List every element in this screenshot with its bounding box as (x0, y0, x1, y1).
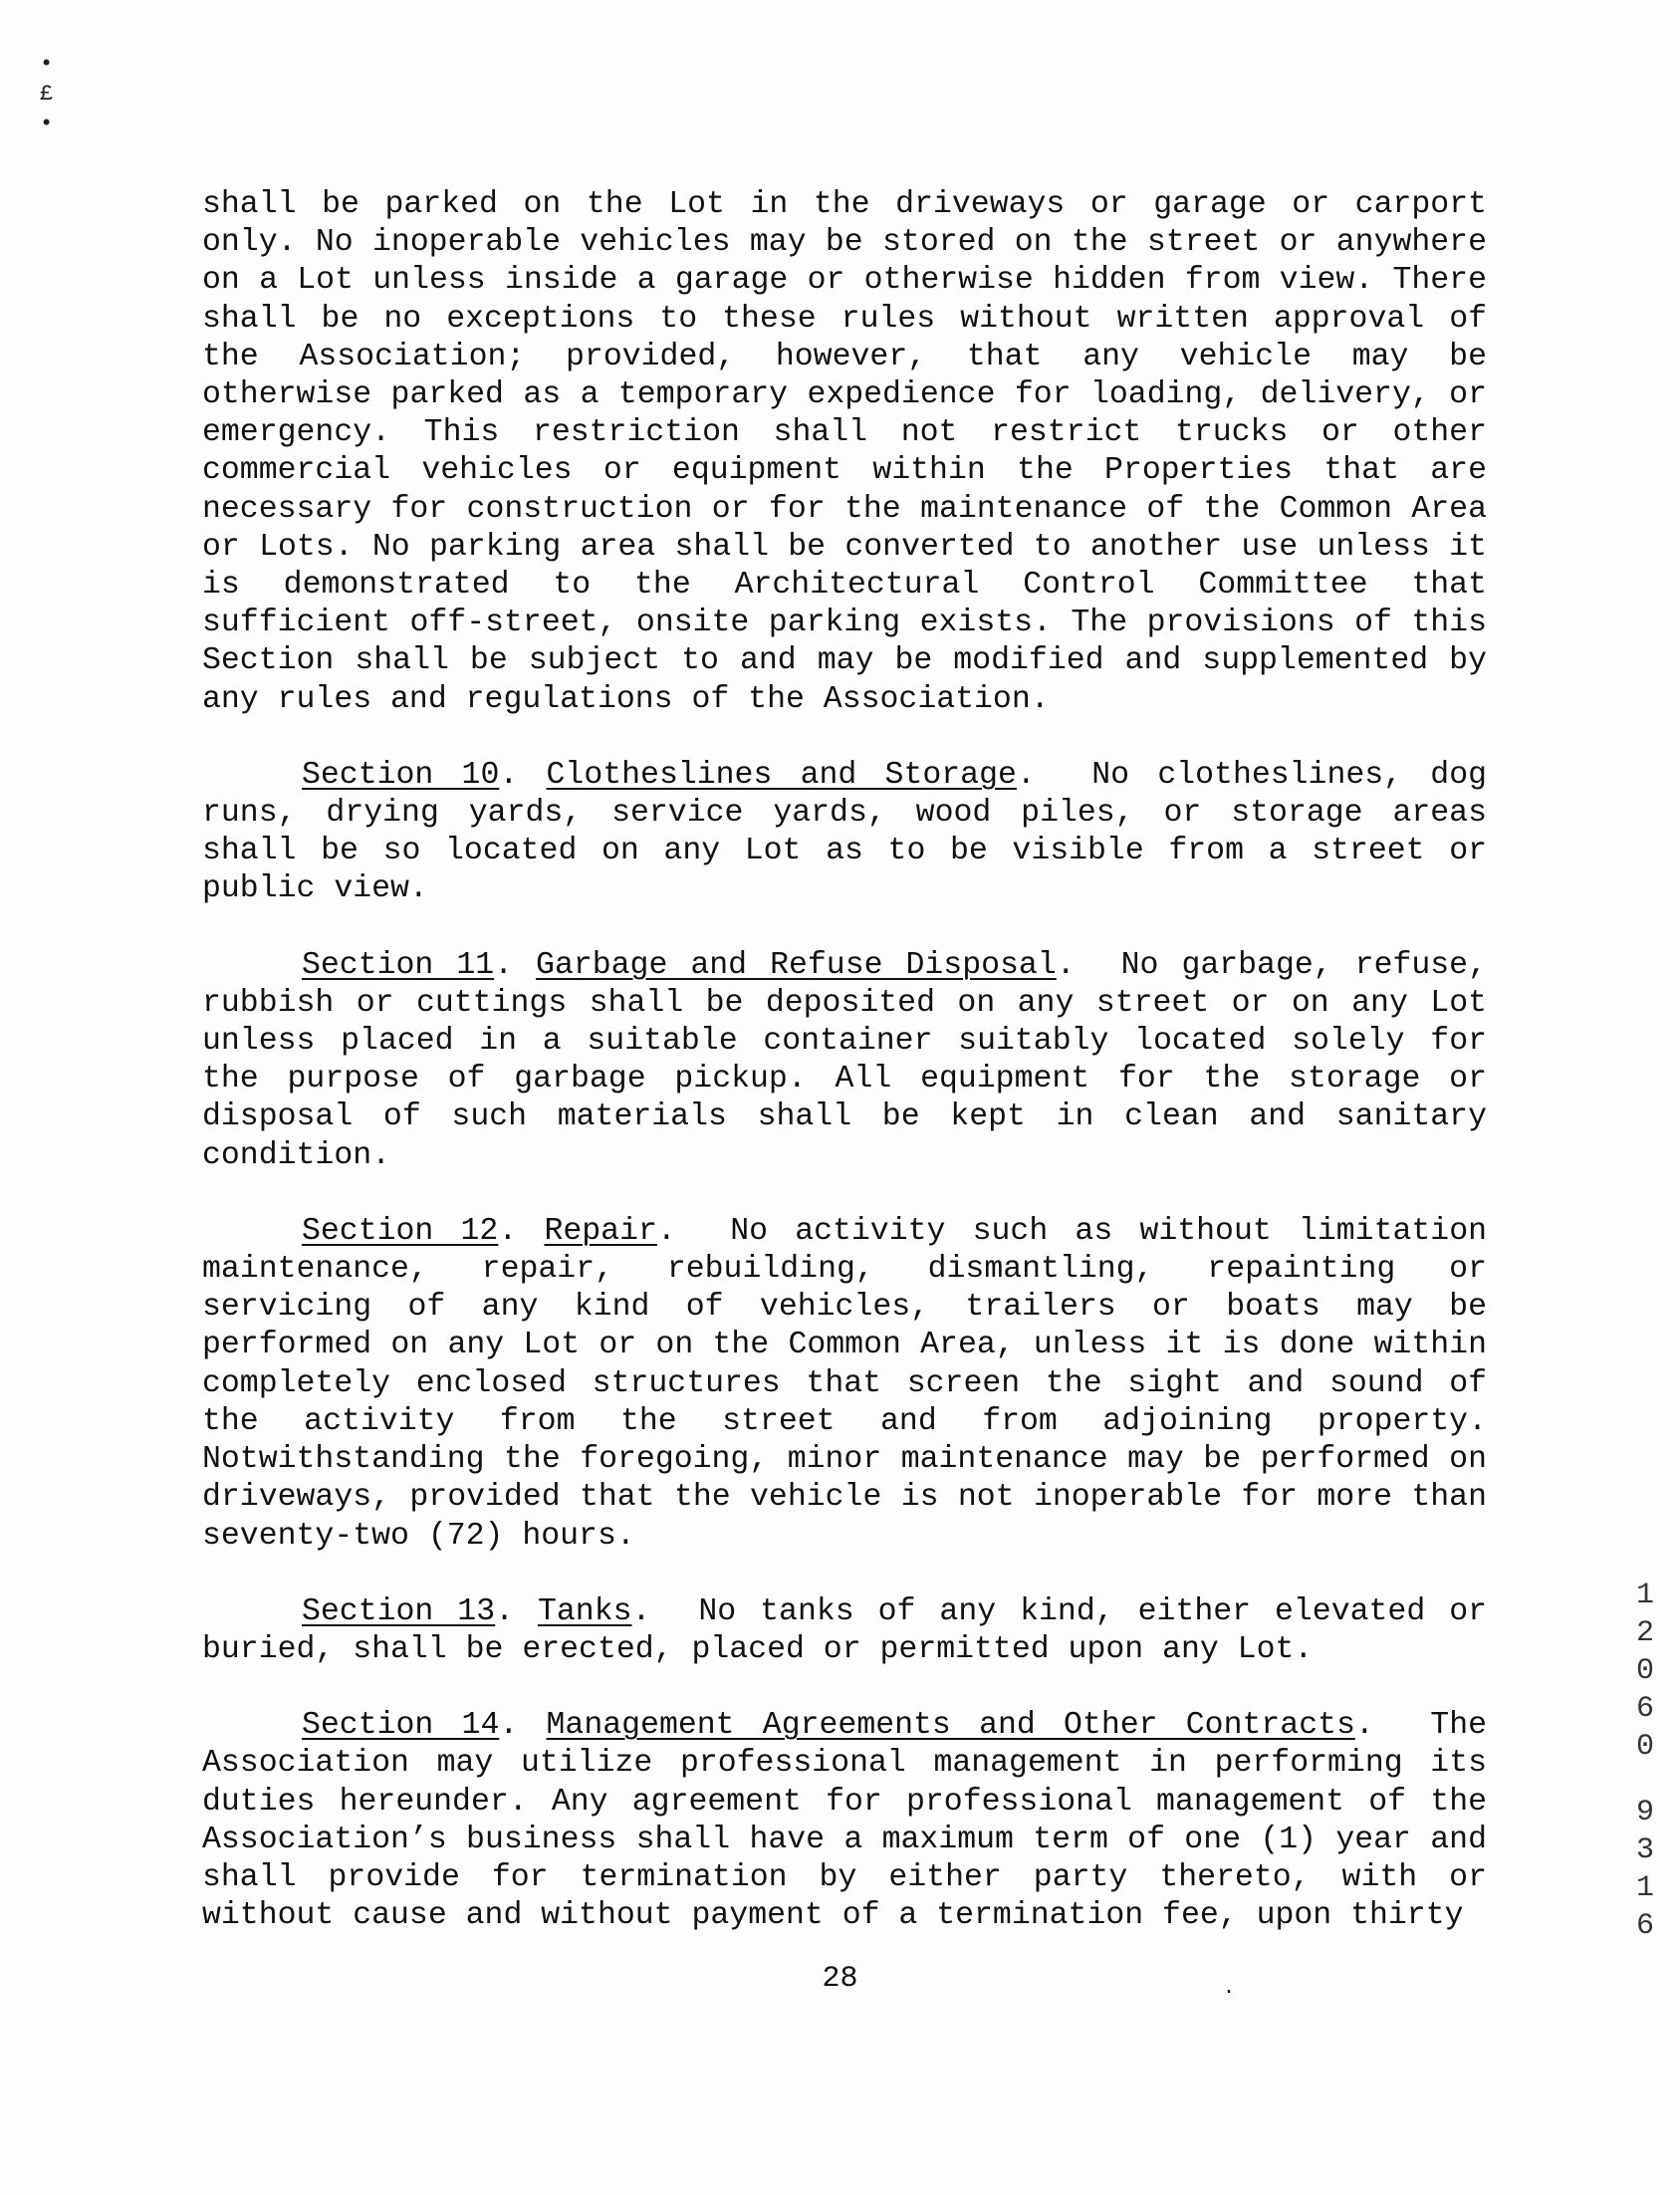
doc-id-digit: 3 (1635, 1833, 1654, 1867)
section-text: No tanks of any kind, either elevated or buried, shall be erected, placed or permitted upon any Lot. (202, 1593, 1488, 1667)
section-label: Section 14 (302, 1708, 500, 1744)
paragraph-text: shall be parked on the Lot in the driveways or garage or carport only. No inoperable vehicles may be stored on the street or anywhere on a Lot unless inside a garage or otherwise hidden from view. There shall be no exceptions to these rules without written approval of the Association; provided, however, that any vehicle may be otherwise parked as a temporary expedience for loading, delivery, or emergency. This restriction shall not restrict trucks or other commercial vehicles or equipment within the Properties that are necessary for construction or for the maintenance of the Common Area or Lots. No parking area shall be converted to another use unless it is demonstrated to the Architectural Control Committee that sufficient off-street, onsite parking exists. The provisions of this Section shall be subject to and may be modified and supplemented by any rules and regulations of the Association. (202, 187, 1487, 717)
section-text: No clotheslines, dog runs, drying yards, service yards, wood piles, or storage areas shall be so located on any Lot as to be visible from a street or public view. (202, 757, 1488, 907)
doc-id-digit: 0 (1635, 1654, 1654, 1688)
section-13: Section 13. Tanks. No tanks of any kind, either elevated or buried, shall be erected, placed or permitted upon any Lot. (202, 1593, 1488, 1667)
section-text: No garbage, refuse, rubbish or cuttings shall be deposited on any street or on any Lot unless placed in a suitable container suitably located solely for the purpose of garbage pickup. All equipment for the storage or disposal of such materials shall be kept in clean and sanitary condition. (202, 947, 1487, 1173)
doc-id-digit: 2 (1635, 1616, 1654, 1650)
margin-mark: • (40, 112, 54, 136)
doc-id-gap (1625, 1766, 1665, 1794)
section-title: Tanks (538, 1593, 632, 1629)
section-label: Section 11 (302, 947, 495, 983)
section-title: Clotheslines and Storage (546, 757, 1017, 793)
doc-id-digit: 9 (1635, 1796, 1654, 1829)
section-text: No activity such as without limitation maintenance, repair, rebuilding, dismantling, repainting or servicing of any kind of vehicles, trailers or boats may be performed on any Lot or on the Common Area, unless it is done within completely enclosed structures that screen the sight and sound of the activity from the street and from adjoining property. Notwithstanding the foregoing, minor maintenance may be performed on driveways, provided that the vehicle is not inoperable for more than seventy-two (72) hours. (202, 1213, 1487, 1554)
doc-id-digit: 1 (1635, 1871, 1654, 1905)
doc-id-digit: 6 (1635, 1909, 1654, 1943)
section-11: Section 11. Garbage and Refuse Disposal. No garbage, refuse, rubbish or cuttings shall be deposited on any street or on any Lot unless placed in a suitable container suitably located solely for the purpose of garbage pickup. All equipment for the storage or disposal of such materials shall be kept in clean and sanitary condition. (202, 947, 1487, 1173)
section-title: Repair (544, 1213, 657, 1249)
section-14: Section 14. Management Agreements and Other Contracts. The Association may utilize professional management in performing its duties hereunder. Any agreement for professional management of the Association’s business shall have a maximum term of one (1) year and shall provide for termination by either party thereto, with or without cause and without payment of a termination fee, upon thirty (202, 1708, 1488, 1934)
doc-id-digit: 1 (1635, 1579, 1654, 1612)
section-text: The Association may utilize professional management in performing its duties hereunder. Any agreement for professional management of the Association’s business shall have a maximum term of one (1) year and shall provide for termination by either party thereto, with or without cause and without payment of a termination fee, upon thirty (202, 1708, 1488, 1934)
document-id-stamp (1625, 1577, 1665, 1945)
margin-mark: £ (40, 82, 54, 107)
section-label: Section 10 (302, 757, 500, 793)
section-12: Section 12. Repair. No activity such as without limitation maintenance, repair, rebuilding, dismantling, repainting or servicing of any kind of vehicles, trailers or boats may be performed on any Lot or on the Common Area, unless it is done within completely enclosed structures that screen the sight and sound of the activity from the street and from adjoining property. Notwithstanding the foregoing, minor maintenance may be performed on driveways, provided that the vehicle is not inoperable for more than seventy-two (72) hours. (202, 1213, 1487, 1554)
section-title: Garbage and Refuse Disposal (536, 947, 1057, 983)
section-label: Section 12 (302, 1213, 499, 1249)
dot-mark: . (1223, 1977, 1236, 2000)
section-10: Section 10. Clotheslines and Storage. No clotheslines, dog runs, drying yards, service yards, wood piles, or storage areas shall be so located on any Lot as to be visible from a street or public view. (202, 757, 1488, 907)
section-label: Section 13 (302, 1593, 496, 1629)
section-title: Management Agreements and Other Contracts (546, 1708, 1355, 1744)
doc-id-digit: 6 (1635, 1692, 1654, 1726)
document-body (202, 186, 1487, 1973)
paragraph-parking-continued (202, 186, 1487, 719)
margin-mark: • (40, 52, 54, 77)
page-number: 28 (822, 1962, 858, 1996)
margin-marks (40, 50, 70, 139)
doc-id-digit: 0 (1635, 1730, 1654, 1764)
